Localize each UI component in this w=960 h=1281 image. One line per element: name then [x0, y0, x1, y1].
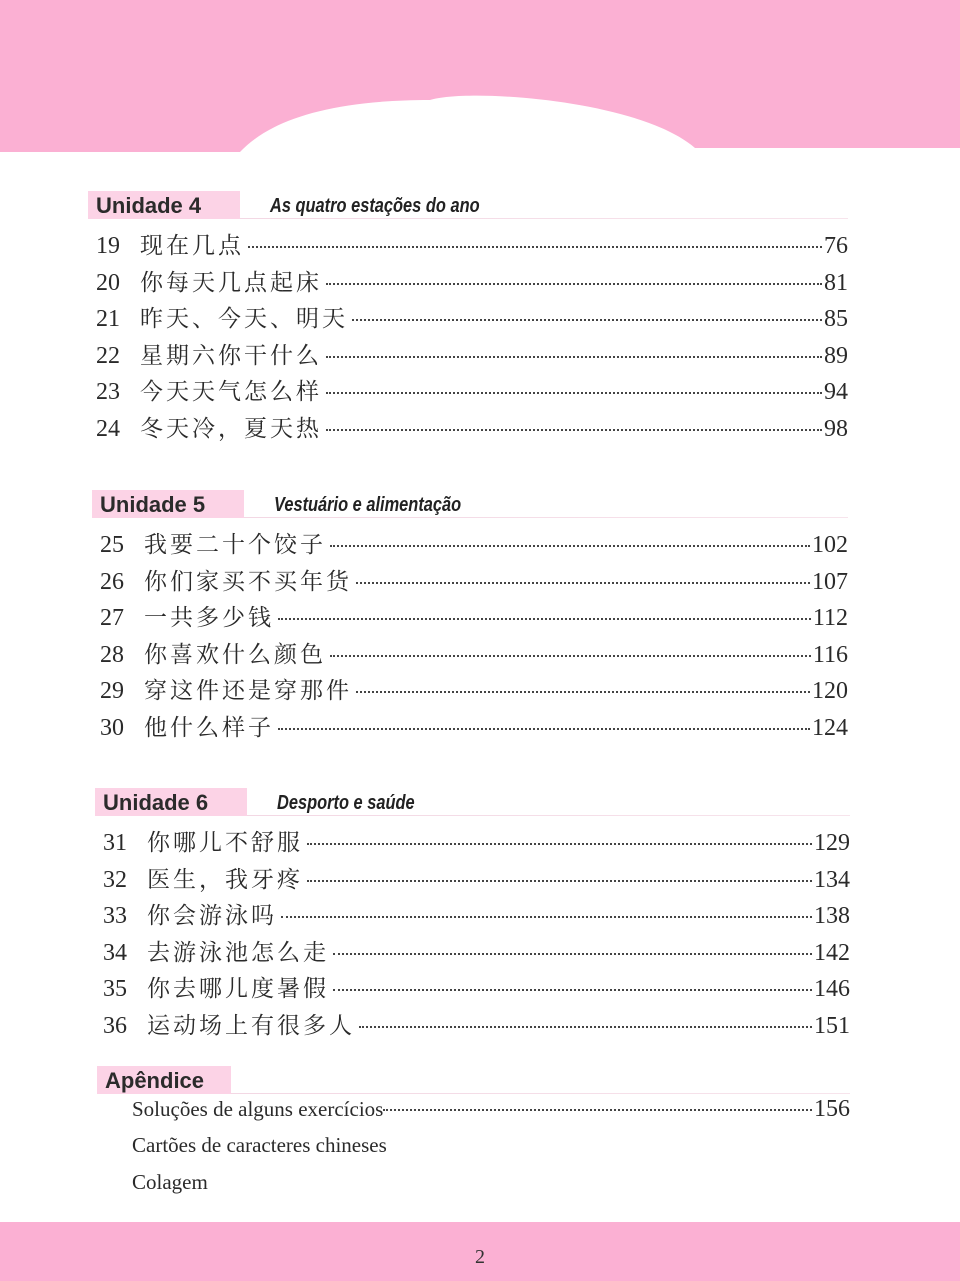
page-ref: 98 — [824, 415, 848, 442]
page-ref: 94 — [824, 379, 848, 406]
unit-header — [92, 490, 848, 520]
toc-entry[interactable] — [100, 526, 848, 563]
dot-leader — [330, 655, 811, 657]
appendix-list — [132, 1096, 850, 1207]
lesson-number: 34 — [103, 939, 127, 966]
lesson-title: 今天天气怎么样 — [140, 379, 322, 405]
unit-label: Unidade 5 — [92, 490, 244, 518]
lesson-number: 23 — [96, 379, 120, 406]
dot-leader — [326, 392, 822, 394]
header-rule — [244, 517, 848, 518]
lesson-title: 穿这件还是穿那件 — [144, 678, 352, 704]
lesson-list — [100, 526, 848, 746]
unit-title: Desporto e saúde — [277, 792, 415, 814]
dot-leader — [281, 916, 812, 918]
lesson-number: 25 — [100, 532, 124, 558]
dot-leader — [326, 429, 822, 431]
toc-entry[interactable] — [103, 824, 850, 861]
lesson-title: 昨天、今天、明天 — [140, 306, 348, 332]
lesson-title: 你们家买不买年货 — [144, 568, 352, 594]
lesson-number: 27 — [100, 605, 124, 632]
page-ref: 116 — [812, 641, 848, 668]
toc-entry[interactable] — [103, 861, 850, 898]
toc-entry[interactable] — [100, 636, 848, 673]
dot-leader — [352, 319, 822, 321]
toc-entry[interactable] — [100, 599, 848, 636]
lesson-number: 29 — [100, 678, 124, 705]
appendix-section — [97, 1066, 850, 1194]
toc-entry[interactable] — [96, 264, 848, 301]
page-ref: 81 — [824, 269, 848, 296]
unit-6-section — [95, 788, 850, 1039]
unit-label: Unidade 4 — [88, 191, 240, 219]
dot-leader — [359, 1026, 812, 1028]
lesson-number: 31 — [103, 830, 127, 856]
toc-entry[interactable] — [132, 1096, 850, 1133]
toc-entry[interactable] — [96, 227, 848, 264]
dot-leader — [330, 545, 810, 547]
page-ref: 85 — [824, 306, 848, 333]
lesson-title: 冬天冷，夏天热 — [140, 415, 322, 441]
appendix-item-title: Cartões de caracteres chineses — [132, 1133, 387, 1157]
page-ref: 156 — [814, 1096, 850, 1122]
dot-leader — [278, 728, 810, 730]
page-ref: 129 — [814, 830, 850, 856]
appendix-header — [97, 1066, 850, 1096]
dot-leader — [248, 246, 822, 248]
toc-entry[interactable] — [96, 337, 848, 374]
top-decorative-band — [0, 0, 960, 152]
unit-label: Unidade 6 — [95, 788, 247, 816]
header-rule — [247, 815, 850, 816]
appendix-label: Apêndice — [97, 1066, 231, 1094]
page-ref: 146 — [814, 976, 850, 1003]
toc-entry[interactable] — [103, 934, 850, 971]
appendix-item-title: Soluções de alguns exercícios — [132, 1097, 384, 1121]
dot-leader — [307, 843, 812, 845]
dot-leader — [307, 880, 812, 882]
header-rule — [231, 1093, 850, 1094]
toc-entry[interactable] — [100, 563, 848, 600]
lesson-title: 医生，我牙疼 — [147, 866, 303, 892]
unit-header — [95, 788, 850, 818]
dot-leader — [326, 283, 822, 285]
toc-entry[interactable] — [103, 897, 850, 934]
dot-leader — [333, 989, 812, 991]
page-ref: 138 — [814, 903, 850, 930]
lesson-number: 26 — [100, 568, 124, 595]
lesson-list — [96, 227, 848, 447]
page-ref: 124 — [812, 714, 848, 741]
dot-leader — [326, 356, 822, 358]
lesson-number: 33 — [103, 903, 127, 930]
lesson-title: 一共多少钱 — [144, 605, 274, 631]
lesson-title: 你会游泳吗 — [147, 903, 277, 929]
lesson-title: 你去哪儿度暑假 — [147, 976, 329, 1002]
lesson-number: 24 — [96, 415, 120, 442]
lesson-number: 28 — [100, 641, 124, 668]
unit-5-section — [92, 490, 848, 741]
toc-entry[interactable] — [96, 300, 848, 337]
unit-title: Vestuário e alimentação — [274, 494, 462, 516]
dot-leader — [356, 582, 810, 584]
lesson-number: 32 — [103, 866, 127, 893]
page-ref: 151 — [814, 1012, 850, 1039]
lesson-number: 36 — [103, 1012, 127, 1039]
lesson-title: 你哪儿不舒服 — [147, 830, 303, 855]
page-ref: 120 — [812, 678, 848, 705]
lesson-title: 他什么样子 — [144, 714, 274, 740]
toc-entry[interactable] — [96, 410, 848, 447]
toc-entry[interactable] — [96, 373, 848, 410]
lesson-number: 35 — [103, 976, 127, 1003]
lesson-title: 我要二十个饺子 — [144, 532, 326, 557]
toc-entry[interactable] — [103, 970, 850, 1007]
dot-leader — [333, 953, 812, 955]
dot-leader — [278, 618, 811, 620]
page-ref: 134 — [814, 866, 850, 893]
page-ref: 142 — [814, 939, 850, 966]
header-rule — [240, 218, 848, 219]
lesson-title: 星期六你干什么 — [140, 342, 322, 368]
lesson-title: 运动场上有很多人 — [147, 1012, 355, 1038]
unit-header — [88, 191, 848, 221]
lesson-number: 21 — [96, 306, 120, 333]
page-ref: 76 — [824, 233, 848, 259]
toc-entry[interactable] — [100, 672, 848, 709]
unit-title: As quatro estações do ano — [270, 195, 480, 217]
dot-leader — [383, 1109, 812, 1111]
lesson-number: 20 — [96, 269, 120, 296]
page-ref: 102 — [812, 532, 848, 558]
page-ref: 112 — [812, 605, 848, 632]
lesson-title: 现在几点 — [140, 233, 244, 258]
lesson-title: 你每天几点起床 — [140, 269, 322, 295]
toc-entry[interactable] — [132, 1170, 850, 1207]
page-ref: 89 — [824, 342, 848, 369]
page-ref: 107 — [812, 568, 848, 595]
toc-entry[interactable] — [132, 1133, 850, 1170]
page-number: 2 — [475, 1246, 485, 1268]
lesson-number: 22 — [96, 342, 120, 369]
lesson-title: 你喜欢什么颜色 — [144, 641, 326, 667]
appendix-item-title: Colagem — [132, 1170, 208, 1194]
lesson-number: 30 — [100, 714, 124, 741]
toc-entry[interactable] — [100, 709, 848, 746]
lesson-list — [103, 824, 850, 1044]
unit-4-section — [88, 191, 848, 442]
lesson-number: 19 — [96, 233, 120, 259]
lesson-title: 去游泳池怎么走 — [147, 939, 329, 965]
dot-leader — [356, 691, 810, 693]
toc-entry[interactable] — [103, 1007, 850, 1044]
